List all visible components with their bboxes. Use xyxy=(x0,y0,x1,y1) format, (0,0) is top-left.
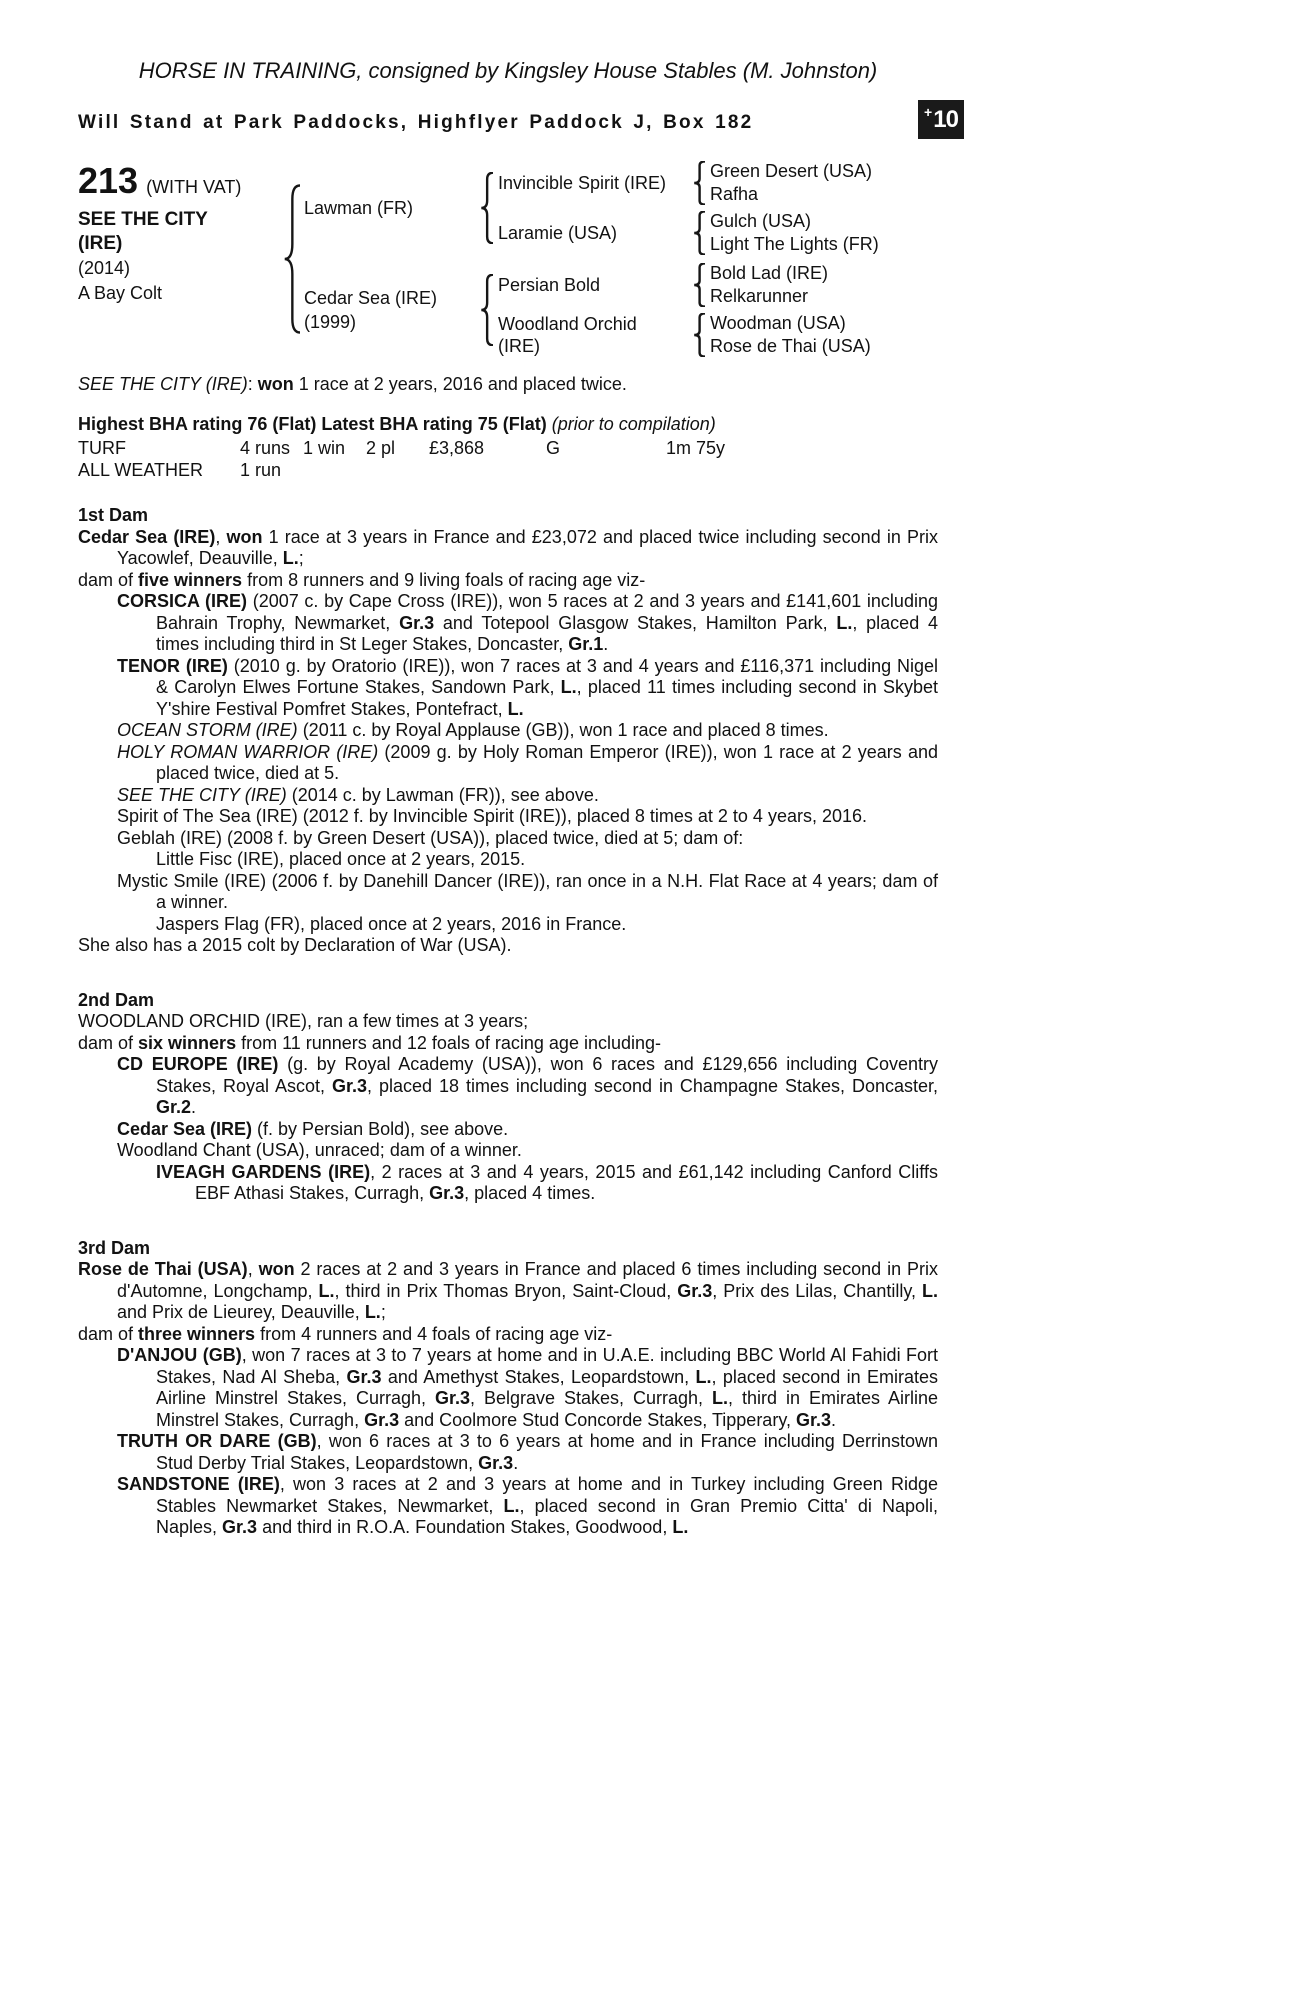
badge-day-number: 10 xyxy=(933,105,958,133)
progeny-entry-truth-or-dare: TRUTH OR DARE (GB), won 6 races at 3 to 6 years at home and in France including Derrinstown Stud Derby Trial Stakes, Leopardstown, Gr.3. xyxy=(117,1431,938,1473)
progeny-entry-cedar-sea: Cedar Sea (IRE) (f. by Persian Bold), see above. xyxy=(117,1118,509,1139)
record-runs: 4 runs xyxy=(240,438,291,458)
dam-name-text: Cedar Sea (IRE) xyxy=(304,288,438,308)
grandparent-name: Bold Lad (IRE) xyxy=(710,263,829,283)
grandparent-name: Green Desert (USA) xyxy=(710,161,873,181)
dam-name xyxy=(304,286,474,334)
pedigree-brace-gen2-icon xyxy=(474,274,498,346)
sires-dam-family xyxy=(498,210,938,256)
race-summary-line: SEE THE CITY (IRE): won 1 race at 2 years, 2016 and placed twice. xyxy=(78,374,627,394)
colour-sex-description: A Bay Colt xyxy=(78,283,163,303)
sires-sire-name: Invincible Spirit (IRE) xyxy=(498,173,667,193)
record-runs: 1 run xyxy=(240,460,282,480)
dam-entry-rose-de-thai: Rose de Thai (USA), won 2 races at 2 and 3 years in France and placed 6 times including second in Prix d'Automne, Longchamp, L., third in Prix Thomas Bryon, Saint-Cloud, Gr.3, Prix des Lilas, Chantilly, L. and Prix de Lieurey, Deauville, L.; xyxy=(78,1259,938,1322)
record-surface: TURF xyxy=(78,438,126,458)
progeny-entry-see-the-city: SEE THE CITY (IRE) (2014 c. by Lawman (FR)), see above. xyxy=(117,784,599,805)
pedigree-brace-gen3-icon xyxy=(688,263,710,307)
consignor-line: HORSE IN TRAINING, consigned by Kingsley House Stables (M. Johnston) xyxy=(138,58,878,83)
section-1st-dam xyxy=(78,505,938,957)
sires-dam-name: Laramie (USA) xyxy=(498,223,618,243)
stand-location-row xyxy=(78,103,958,146)
section-heading-1st-dam: 1st Dam xyxy=(78,505,149,525)
pedigree-brace-gen1-icon xyxy=(278,184,304,334)
record-surface: ALL WEATHER xyxy=(78,460,204,480)
horse-name-line1: SEE THE CITY xyxy=(78,209,208,230)
dam-family xyxy=(304,262,938,358)
progeny-entry-holy-roman-warrior: HOLY ROMAN WARRIOR (IRE) (2009 g. by Holy Roman Emperor (IRE)), won 1 race at 2 years and placed twice, died at 5. xyxy=(117,741,938,783)
page-content xyxy=(78,58,958,1539)
race-record-table xyxy=(78,437,938,481)
progeny-entry-woodland-chant: Woodland Chant (USA), unraced; dam of a winner. xyxy=(117,1140,522,1160)
day-badge xyxy=(918,100,964,139)
dams-dam-name xyxy=(498,313,688,357)
sub-progeny-entry-little-fisc: Little Fisc (IRE), placed once at 2 years, 2015. xyxy=(156,849,526,869)
grandparent-name: Woodman (USA) xyxy=(710,313,846,333)
grandparent-name: Rafha xyxy=(710,184,759,204)
record-distance: 1m 75y xyxy=(666,438,726,458)
progeny-entry-danjou: D'ANJOU (GB), won 7 races at 3 to 7 years at home and in U.A.E. including BBC World Al Fahidi Fort Stakes, Nad Al Sheba, Gr.3 and Amethyst Stakes, Leopardstown, L., placed second in Emirates Airline Minstrel Stakes, Curragh, Gr.3, Belgrave Stakes, Curragh, L., third in Emirates Airline Minstrel Stakes, Curragh, Gr.3 and Coolmore Stud Concorde Stakes, Tipperary, Gr.3. xyxy=(117,1345,939,1430)
horse-name-line2: (IRE) xyxy=(78,233,123,254)
pedigree-brace-gen3-icon xyxy=(688,313,710,357)
dams-dam-name-line2: (IRE) xyxy=(498,336,540,356)
sub-progeny-entry-iveagh-gardens: IVEAGH GARDENS (IRE), 2 races at 3 and 4 years, 2015 and £61,142 including Canford Cliffs EBF Athasi Stakes, Curragh, Gr.3, placed 4 times. xyxy=(156,1161,938,1203)
produce-summary-line: dam of three winners from 4 runners and 4 foals of racing age viz- xyxy=(78,1323,613,1344)
record-earnings: £3,868 xyxy=(429,438,485,458)
record-places: 2 pl xyxy=(366,438,396,458)
produce-summary-line: dam of five winners from 8 runners and 9 living foals of racing age viz- xyxy=(78,569,646,590)
sire-name: Lawman (FR) xyxy=(304,198,414,218)
progeny-entry-corsica: CORSICA (IRE) (2007 c. by Cape Cross (IRE)), won 5 races at 2 and 3 years and £141,601 including Bahrain Trophy, Newmarket, Gr.3 and Totepool Glasgow Stakes, Hamilton Park, L., placed 4 times including third in St Leger Stakes, Doncaster, Gr.1. xyxy=(117,591,938,654)
progeny-entry-spirit-of-the-sea: Spirit of The Sea (IRE) (2012 f. by Invincible Spirit (IRE)), placed 8 times at 2 to 4 years, 2016. xyxy=(117,806,868,826)
produce-summary-line: dam of six winners from 11 runners and 12 foals of racing age including- xyxy=(78,1032,661,1053)
pedigree-generations xyxy=(304,160,938,358)
stand-location-line: Will Stand at Park Paddocks, Highflyer Paddock J, Box 182 xyxy=(78,112,754,133)
foaling-year: (2014) xyxy=(78,258,131,278)
grandparent-name: Rose de Thai (USA) xyxy=(710,336,871,356)
lot-details xyxy=(78,160,278,306)
record-distance xyxy=(666,459,938,481)
vat-note: (WITH VAT) xyxy=(146,177,242,197)
pedigree-brace-gen3-icon xyxy=(688,161,710,205)
progeny-entry-cd-europe: CD EUROPE (IRE) (g. by Royal Academy (USA)), won 6 races and £129,656 including Coventry Stakes, Royal Ascot, Gr.3, placed 18 times including second in Champagne Stakes, Doncaster, Gr.2. xyxy=(117,1054,938,1117)
record-row-turf xyxy=(78,437,938,459)
record-row-all-weather xyxy=(78,459,938,481)
bha-rating-line: Highest BHA rating 76 (Flat) Latest BHA rating 75 (Flat) (prior to compilation) xyxy=(78,413,716,434)
grandparent-name: Light The Lights (FR) xyxy=(710,234,879,254)
progeny-entry-geblah: Geblah (IRE) (2008 f. by Green Desert (USA)), placed twice, died at 5; dam of: xyxy=(117,827,744,848)
dams-sire-family xyxy=(498,262,938,308)
lot-number-line xyxy=(78,160,278,202)
record-wins xyxy=(303,459,366,481)
dams-dam-name-line1: Woodland Orchid xyxy=(498,314,637,334)
pedigree-brace-gen2-icon xyxy=(474,172,498,244)
record-places xyxy=(366,459,429,481)
section-heading-2nd-dam: 2nd Dam xyxy=(78,989,155,1010)
progeny-entry-mystic-smile: Mystic Smile (IRE) (2006 f. by Danehill Dancer (IRE)), ran once in a N.H. Flat Race at 4 years; dam of a winner. xyxy=(117,870,938,912)
dam-entry-woodland-orchid: WOODLAND ORCHID (IRE), ran a few times at 3 years; xyxy=(78,1011,529,1031)
sires-sire-family xyxy=(498,160,938,206)
sub-progeny-entry-jaspers-flag: Jaspers Flag (FR), placed once at 2 years, 2016 in France. xyxy=(156,913,627,934)
grandparent-name: Relkarunner xyxy=(710,286,809,306)
record-going xyxy=(546,459,666,481)
record-going: G xyxy=(546,438,561,458)
dam-entry-cedar-sea: Cedar Sea (IRE), won 1 race at 3 years in France and £23,072 and placed twice including second in Prix Yacowlef, Deauville, L.; xyxy=(78,526,938,568)
grandparent-name: Gulch (USA) xyxy=(710,211,812,231)
additional-produce-note: She also has a 2015 colt by Declaration of War (USA). xyxy=(78,935,512,955)
badge-plus-mark: + xyxy=(924,103,933,120)
pedigree-brace-gen3-icon xyxy=(688,211,710,255)
section-heading-3rd-dam: 3rd Dam xyxy=(78,1237,151,1258)
progeny-entry-sandstone: SANDSTONE (IRE), won 3 races at 2 and 3 years at home and in Turkey including Green Ridge Stables Newmarket Stakes, Newmarket, L., placed second in Gran Premio Citta' di Napoli, Naples, Gr.3 and third in R.O.A. Foundation Stakes, Goodwood, L. xyxy=(117,1474,938,1537)
lot-number: 213 xyxy=(78,160,139,201)
record-wins: 1 win xyxy=(303,438,346,458)
dam-year: (1999) xyxy=(304,312,357,332)
progeny-entry-ocean-storm: OCEAN STORM (IRE) (2011 c. by Royal Applause (GB)), won 1 race and placed 8 times. xyxy=(117,720,829,740)
record-earnings xyxy=(429,459,546,481)
dams-dam-family xyxy=(498,312,938,358)
dams-sire-name: Persian Bold xyxy=(498,275,601,295)
sire-family xyxy=(304,160,938,256)
progeny-entry-tenor: TENOR (IRE) (2010 g. by Oratorio (IRE)), won 7 races at 3 and 4 years and £116,371 including Nigel & Carolyn Elwes Fortune Stakes, Sandown Park, L., placed 11 times including second in Skybet Y'shire Festival Pomfret Stakes, Pontefract, L. xyxy=(117,655,938,719)
section-2nd-dam xyxy=(78,990,938,1205)
pedigree-table xyxy=(78,160,938,358)
section-3rd-dam xyxy=(78,1238,938,1539)
